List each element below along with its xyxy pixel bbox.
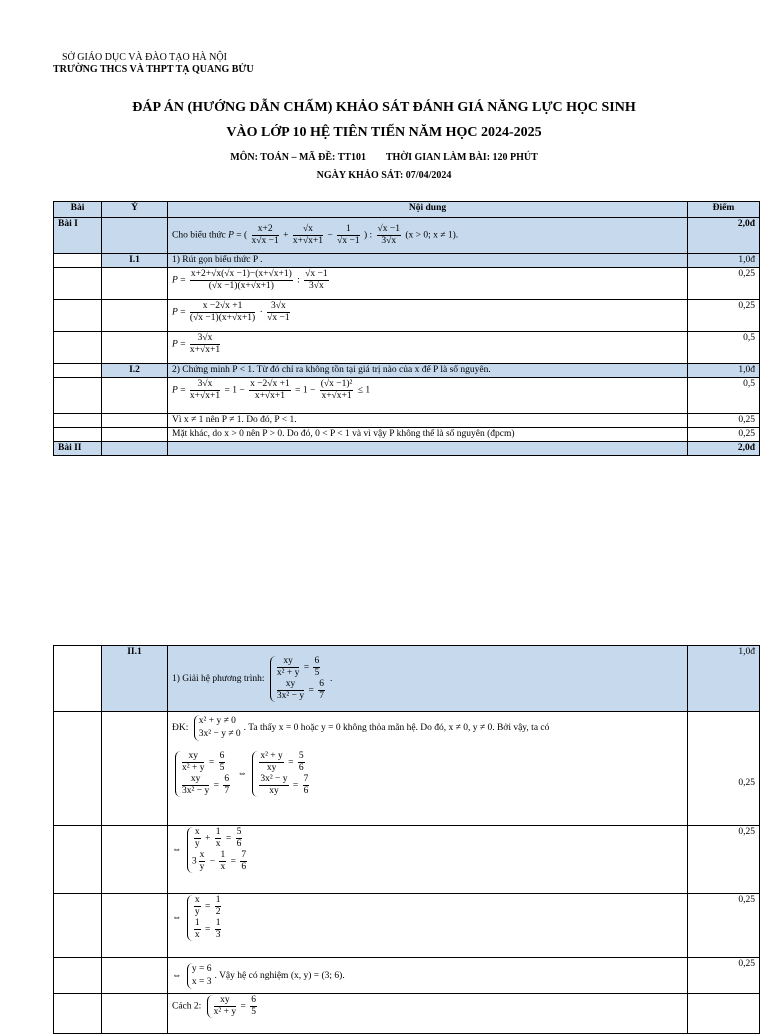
header-content: Nội dung [168, 202, 688, 218]
empty-cell [102, 442, 168, 456]
date-line: NGÀY KHẢO SÁT: 07/04/2024 [316, 170, 452, 181]
i2-step1-score: 0,5 [688, 378, 760, 414]
cach2-text: Cách 2: [172, 1001, 202, 1012]
empty-cell [54, 994, 102, 1034]
bai1-content: Cho biểu thức P = ( $\frac{x+2}{x√x -1}$ + $\frac{√x}{x+√x+1}$ − $\frac{1}{√x -1}$ ) : $\frac{√x -1}{3√x}$ (x > 0; x ≠ 1). [168, 218, 688, 254]
ii1-content: 1) Giải hệ phương trình: $\frac{xy}{\text{x² + y}}$ = $\frac{6}{5}$ $\frac{xy}{\text{3x² − y}}$ = $\frac{6}{7}$ . [168, 646, 688, 712]
i1-step3-score: 0,5 [688, 332, 760, 364]
empty-cell [54, 254, 102, 268]
i1-text: 1) Rút gọn biểu thức P . [168, 254, 688, 268]
ii1-step3: ⇔ $\frac{x}{y}$ = $\frac{1}{2}$ $\frac{1}{x}$ = $\frac{1}{3}$ [168, 894, 688, 958]
ii1-label: II.1 [102, 646, 168, 712]
bai1-score: 2,0đ [688, 218, 760, 254]
i1-step3: P = $\frac{3√x}{x+√x+1}$ [168, 332, 688, 364]
empty-cell [102, 712, 168, 826]
empty-cell [102, 994, 168, 1034]
ii1-step4: ⇔ y = 6 x = 3 . Vậy hệ có nghiệm (x, y) = (3; 6). [168, 958, 688, 994]
i2-step3-score: 0,25 [688, 428, 760, 442]
empty-cell [102, 958, 168, 994]
step1-score: 0,25 [688, 712, 760, 826]
i2-step3: Mặt khác, do x > 0 nên P > 0. Do đó, 0 < P < 1 và vì vậy P không thể là số nguyên (đpcm) [168, 428, 688, 442]
i2-step1: P = $\frac{3√x}{x+√x+1}$ = 1 − $\frac{x -2√x +1}{x+√x+1}$ = 1 − $\frac{\text{(√x −1)²}}{x+√x+1}$ ≤ 1 [168, 378, 688, 414]
empty-cell [102, 826, 168, 894]
empty-cell [102, 414, 168, 428]
empty-cell [102, 300, 168, 332]
step2-score: 0,25 [688, 826, 760, 894]
empty-cell [688, 994, 760, 1034]
empty-cell [54, 826, 102, 894]
system-b: $\frac{\text{x² + y}}{xy}$ = $\frac{5}{6}$ $\frac{\text{3x² − y}}{xy}$ = $\frac{7}{6}$ [252, 751, 311, 797]
ii1-text: 1) Giải hệ phương trình: [172, 673, 265, 684]
i1-score: 1,0đ [688, 254, 760, 268]
answer-table-2 [53, 645, 760, 1034]
i1-label: I.1 [102, 254, 168, 268]
empty-cell [54, 428, 102, 442]
empty-cell [54, 646, 102, 712]
title-line-1: ĐÁP ÁN (HƯỚNG DẪN CHẤM) KHẢO SÁT ĐÁNH GIÁ NĂNG LỰC HỌC SINH [132, 100, 636, 115]
system-d: $\frac{x}{y}$ = $\frac{1}{2}$ $\frac{1}{x}$ = $\frac{1}{3}$ [187, 895, 224, 941]
empty-cell [54, 958, 102, 994]
empty-cell [54, 300, 102, 332]
empty-cell [54, 332, 102, 364]
dk-text: . Ta thấy x = 0 hoặc y = 0 không thỏa mãn hệ. Do đó, x ≠ 0, y ≠ 0. Bởi vậy, ta có [243, 723, 550, 734]
empty-cell [54, 894, 102, 958]
empty-cell [102, 268, 168, 300]
bai2-score: 2,0đ [688, 442, 760, 456]
ii1-cach2 [168, 994, 688, 1034]
i2-score: 1,0đ [688, 364, 760, 378]
subject-line: MÔN: TOÁN – MÃ ĐỀ: TT101 THỜI GIAN LÀM BÀI: 120 PHÚT [230, 152, 538, 163]
dk-system: x² + y ≠ 0 3x² − y ≠ 0 [194, 715, 241, 741]
answer-table-1 [53, 201, 760, 456]
i2-step2: Vì x ≠ 1 nên P ≠ 1. Do đó, P < 1. [168, 414, 688, 428]
bai1-label: Bài I [54, 218, 102, 254]
step4-score: 0,25 [688, 958, 760, 994]
dk-prefix: ĐK: [172, 723, 189, 734]
empty-cell [102, 218, 168, 254]
header-y: Ý [102, 202, 168, 218]
title-line-2: VÀO LỚP 10 HỆ TIÊN TIẾN NĂM HỌC 2024-2025 [226, 125, 542, 140]
bai2-label: Bài II [54, 442, 102, 456]
empty-cell [102, 428, 168, 442]
system-a: $\frac{xy}{\text{x² + y}}$ = $\frac{6}{5}$ $\frac{xy}{\text{3x² − y}}$ = $\frac{6}{7}$ [175, 751, 232, 797]
step4-text: . Vậy hệ có nghiệm (x, y) = (3; 6). [214, 970, 345, 981]
i1-step2-score: 0,25 [688, 300, 760, 332]
header-score: Điểm [688, 202, 760, 218]
i1-step2: P = $\frac{x -2√x +1}{(√x -1)(x+√x+1)}$ · $\frac{3√x}{√x -1}$ [168, 300, 688, 332]
equation-system: $\frac{xy}{\text{x² + y}}$ = $\frac{6}{5}$ $\frac{xy}{\text{3x² − y}}$ = $\frac{6}{7}$ [270, 656, 327, 702]
empty-cell [54, 268, 102, 300]
ii1-step2: ⇔ $\frac{x}{y}$ + $\frac{1}{x}$ = $\frac{5}{6}$ 3 $\frac{x}{y}$ − $\frac{1}{x}$ = $\frac{7}{6}$ [168, 826, 688, 894]
header-bai: Bài [54, 202, 102, 218]
step3-score: 0,25 [688, 894, 760, 958]
i2-label: I.2 [102, 364, 168, 378]
i2-text: 2) Chứng minh P < 1. Từ đó chỉ ra không tồn tại giá trị nào của x để P là số nguyên. [168, 364, 688, 378]
empty-cell [54, 712, 102, 826]
system-e: y = 6 x = 3 [187, 963, 212, 989]
empty-cell [54, 378, 102, 414]
school-name: TRƯỜNG THCS VÀ THPT TẠ QUANG BỬU [53, 64, 254, 75]
empty-cell [102, 894, 168, 958]
system-f: $\frac{xy}{\text{x² + y}}$ = $\frac{6}{5}$ [207, 995, 259, 1018]
empty-cell [102, 332, 168, 364]
empty-cell [168, 442, 688, 456]
ii1-score: 1,0đ [688, 646, 760, 712]
system-c: $\frac{x}{y}$ + $\frac{1}{x}$ = $\frac{5}{6}$ 3 $\frac{x}{y}$ − $\frac{1}{x}$ = $\frac{7}{6}$ [187, 827, 249, 873]
bai1-condition: (x > 0; x ≠ 1). [405, 230, 459, 241]
ii1-step1: ĐK: x² + y ≠ 0 3x² − y ≠ 0 . Ta thấy x = 0 hoặc y = 0 không thỏa mãn hệ. Do đó, x ≠ 0, y ≠ 0. Bởi vậy, ta có $\frac{xy}{\text{x² + y}}$ = $\frac{6}{5}$ $\frac{xy}{\text{3x² − y}}$ = $\frac{6}{7}$ ⇔ $\frac{\text{x² + y}}{xy}$ = $\frac{5}{6}$ $\frac{\text{3x² − y}}{xy}$ = $\frac{7}{6}$ [168, 712, 688, 826]
empty-cell [102, 378, 168, 414]
bai1-prompt: Cho biểu thức [172, 230, 226, 241]
i2-step2-score: 0,25 [688, 414, 760, 428]
empty-cell [54, 414, 102, 428]
i1-step1: P = $\frac{x+2+√x(√x -1)-(x+√x+1)}{(√x -1)(x+√x+1)}$ : $\frac{√x -1}{3√x}$ [168, 268, 688, 300]
empty-cell [54, 364, 102, 378]
department-name: SỞ GIÁO DỤC VÀ ĐÀO TẠO HÀ NỘI [62, 52, 227, 63]
i1-step1-score: 0,25 [688, 268, 760, 300]
